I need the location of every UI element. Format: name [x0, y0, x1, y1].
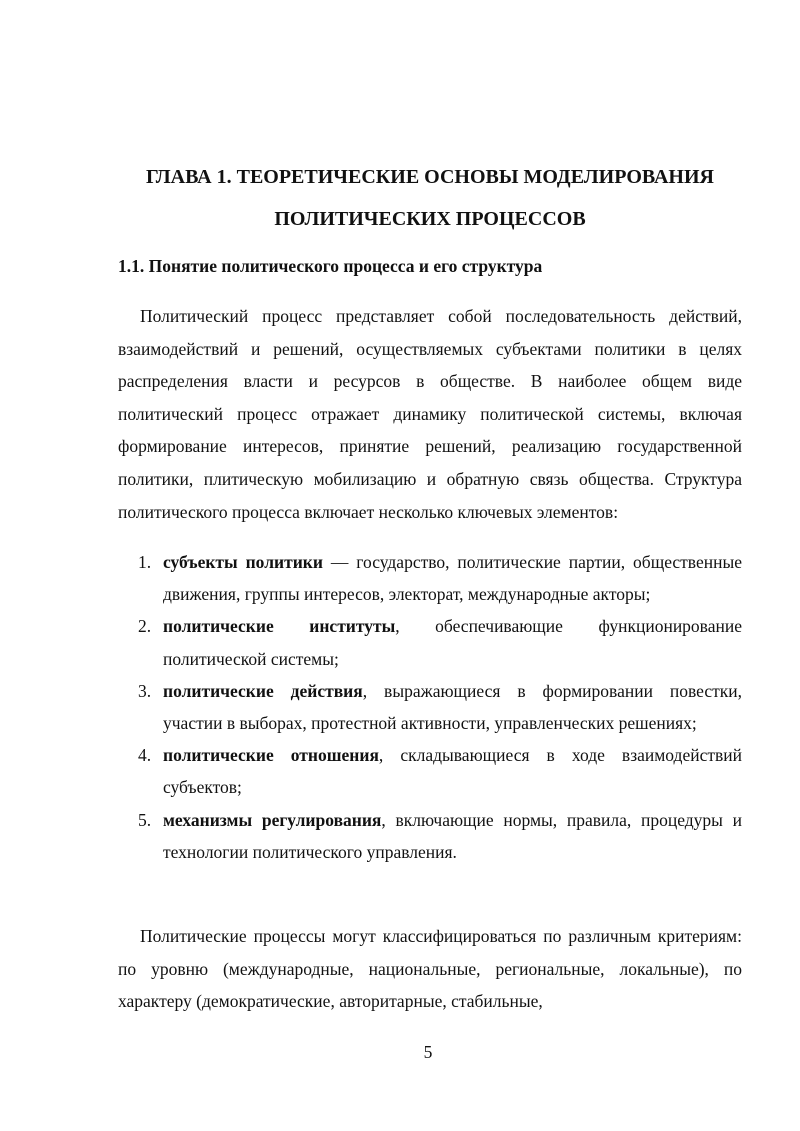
- section-title: 1.1. Понятие политического процесса и его структура: [118, 256, 543, 276]
- list-item-number: 2.: [138, 616, 152, 637]
- list-item-number: 3.: [138, 680, 152, 701]
- page-number: 5: [423, 1042, 433, 1062]
- list-item-term: политические институты: [163, 616, 396, 637]
- list-item: [118, 804, 742, 868]
- list-item-text: , складывающиеся в ходе взаимодействий субъектов;: [163, 745, 742, 798]
- elements-list: [118, 546, 742, 868]
- list-item: [118, 739, 742, 803]
- list-item-term: политические действия: [163, 680, 363, 701]
- list-item-number: 5.: [138, 809, 152, 830]
- list-item-text: , выражающиеся в формировании повестки, участии в выборах, протестной активности, управленческих решениях;: [163, 680, 743, 734]
- chapter-title: ГЛАВА 1. ТЕОРЕТИЧЕСКИЕ ОСНОВЫ МОДЕЛИРОВАНИЯ ПОЛИТИЧЕСКИХ ПРОЦЕССОВ: [146, 166, 714, 230]
- list-item-number: 1.: [138, 552, 152, 572]
- list-item: [118, 546, 742, 610]
- list-item: [118, 610, 742, 674]
- list-item-term: политические отношения: [163, 745, 379, 766]
- list-item: [118, 675, 742, 739]
- list-item-text: , обеспечивающие функционирование политической системы;: [163, 616, 742, 669]
- list-item-text: — государство, политические партии, общественные движения, группы интересов, электорат, международные акторы;: [163, 552, 742, 605]
- list-item-term: механизмы регулирования: [163, 809, 382, 830]
- body-paragraph: Политический процесс представляет собой последовательность действий, взаимодействий и решений, осуществляемых субъектами политики в целях распределения власти и ресурсов в обществе. В наиболее общем виде политический процесс отражает динамику политической системы, включая формирование интересов, принятие решений, реализацию государственной политики, плитическую мобилизацию и обратную связь общества. Структура политического процесса включает несколько ключевых элементов:: [118, 306, 742, 522]
- list-item-number: 4.: [138, 745, 152, 766]
- list-item-text: , включающие нормы, правила, процедуры и технологии политического управления.: [163, 809, 742, 862]
- body-paragraph: Политические процессы могут классифицироваться по различным критериям: по уровню (международные, национальные, региональные, локальные), по характеру (демократические, авторитарные, стабильные,: [118, 926, 742, 1012]
- list-item-term: субъекты политики: [163, 552, 323, 572]
